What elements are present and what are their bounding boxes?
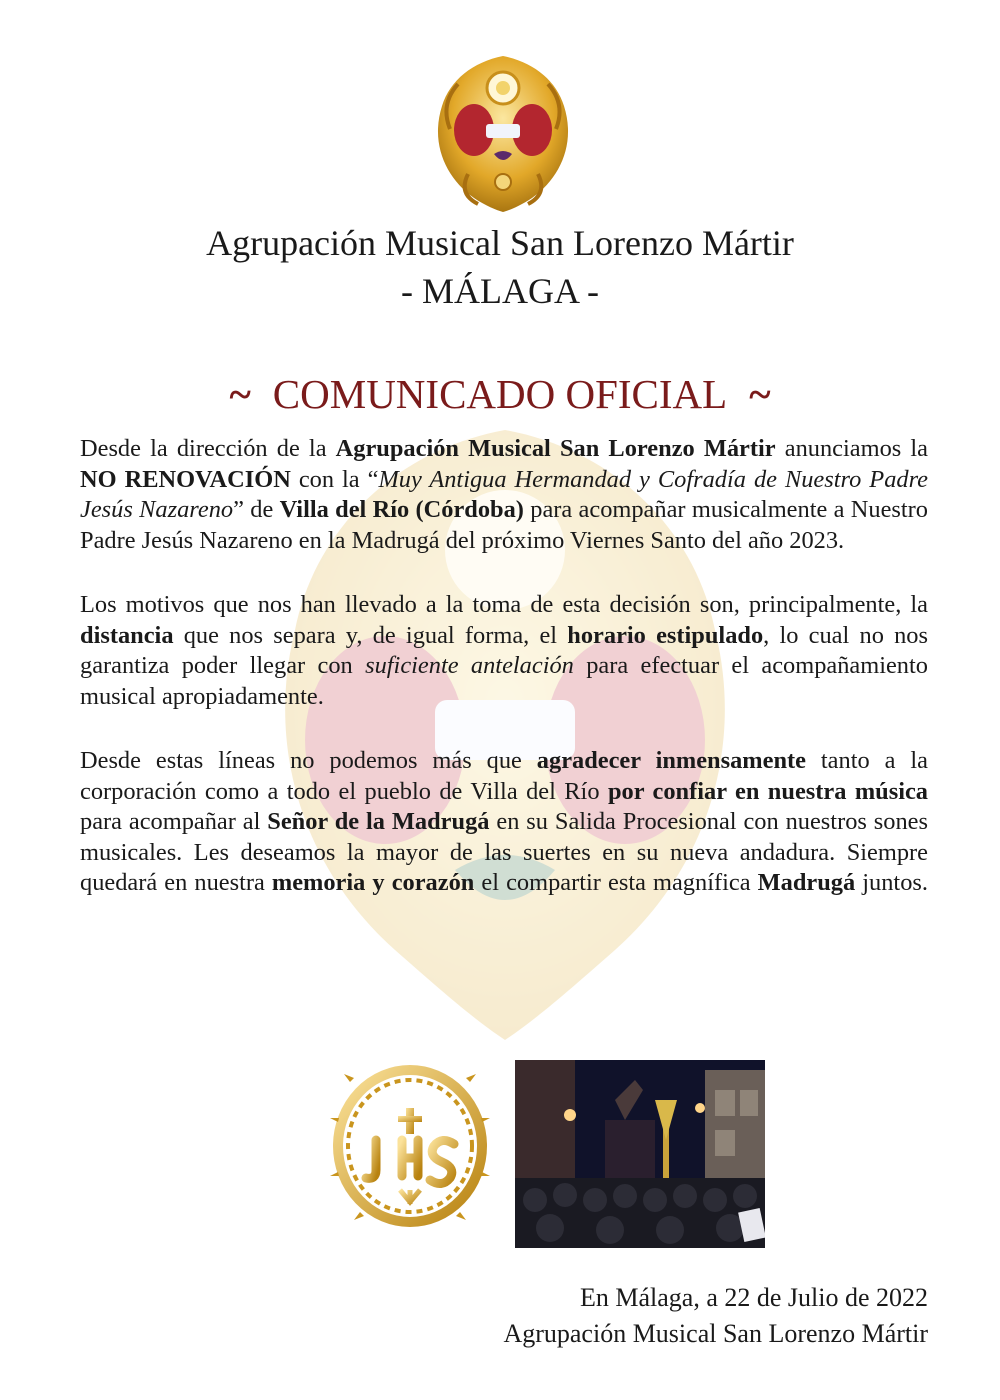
bold-run: NO RENOVACIÓN: [80, 465, 291, 493]
text-run: en su Salida Procesional con nuestros sones musicales. Les deseamos la mayor de las suertes en su nueva andadura. Siempre quedará en nuestra: [80, 808, 928, 896]
italic-run: suficiente antelación: [365, 652, 574, 679]
text-run: para efectuar el acompañamiento musical apropiadamente.: [80, 652, 928, 710]
paragraph-reasons: [80, 590, 928, 712]
signature-organization: Agrupación Musical San Lorenzo Mártir: [503, 1319, 928, 1348]
paragraph-thanks: [80, 746, 928, 899]
text-run: anunciamos la: [775, 435, 929, 462]
text-run: el compartir esta magnífica: [474, 869, 758, 896]
bold-run: Agrupación Musical San Lorenzo Mártir: [335, 435, 776, 462]
document-title: [0, 370, 1000, 418]
bold-run: por confiar en nuestra música: [607, 777, 928, 805]
brotherhood-crest-icon: [428, 54, 578, 212]
text-run: tanto a la corporación como a todo el pueblo de Villa del Río: [80, 747, 928, 805]
bold-run: agradecer inmensamente: [536, 747, 806, 774]
bold-run: memoria y corazón: [271, 869, 475, 896]
title-ornament-left: ~: [229, 371, 251, 417]
text-run: ” de: [233, 496, 280, 523]
bold-run: Villa del Río (Córdoba): [279, 496, 524, 523]
city-label: - MÁLAGA -: [401, 271, 599, 311]
text-run: con la “: [290, 465, 379, 493]
text-run: , lo cual no nos garantiza poder llegar con: [80, 621, 928, 679]
text-run: para acompañar al: [80, 808, 268, 835]
bold-run: horario estipulado: [567, 621, 764, 649]
text-run: Desde estas líneas no podemos más que: [80, 747, 537, 774]
bold-run: Señor de la Madrugá: [267, 808, 490, 835]
bold-run: Madrugá: [757, 869, 856, 896]
organization-name: Agrupación Musical San Lorenzo Mártir: [206, 223, 794, 263]
text-run: juntos.: [855, 869, 928, 896]
ihs-emblem-icon: [330, 1062, 490, 1234]
title-ornament-right: ~: [749, 371, 771, 417]
statement-body: [80, 434, 928, 933]
bold-run: distancia: [80, 621, 174, 649]
italic-run: Muy Antigua Hermandad y Cofradía de Nuestro Padre Jesús Nazareno: [80, 465, 928, 523]
procession-photo-icon: [515, 1060, 765, 1248]
paragraph-announcement: [80, 434, 928, 556]
text-run: Los motivos que nos han llevado a la toma de esta decisión son, principalmente, la: [80, 591, 928, 618]
text-run: que nos separa y, de igual forma, el: [173, 621, 568, 649]
text-run: para acompañar musicalmente a Nuestro Padre Jesús Nazareno en la Madrugá del próximo Viernes Santo del año 2023.: [80, 496, 928, 554]
text-run: Desde la dirección de la: [80, 435, 336, 462]
title-text: COMUNICADO OFICIAL: [272, 371, 728, 417]
signature-date: En Málaga, a 22 de Julio de 2022: [579, 1283, 928, 1312]
